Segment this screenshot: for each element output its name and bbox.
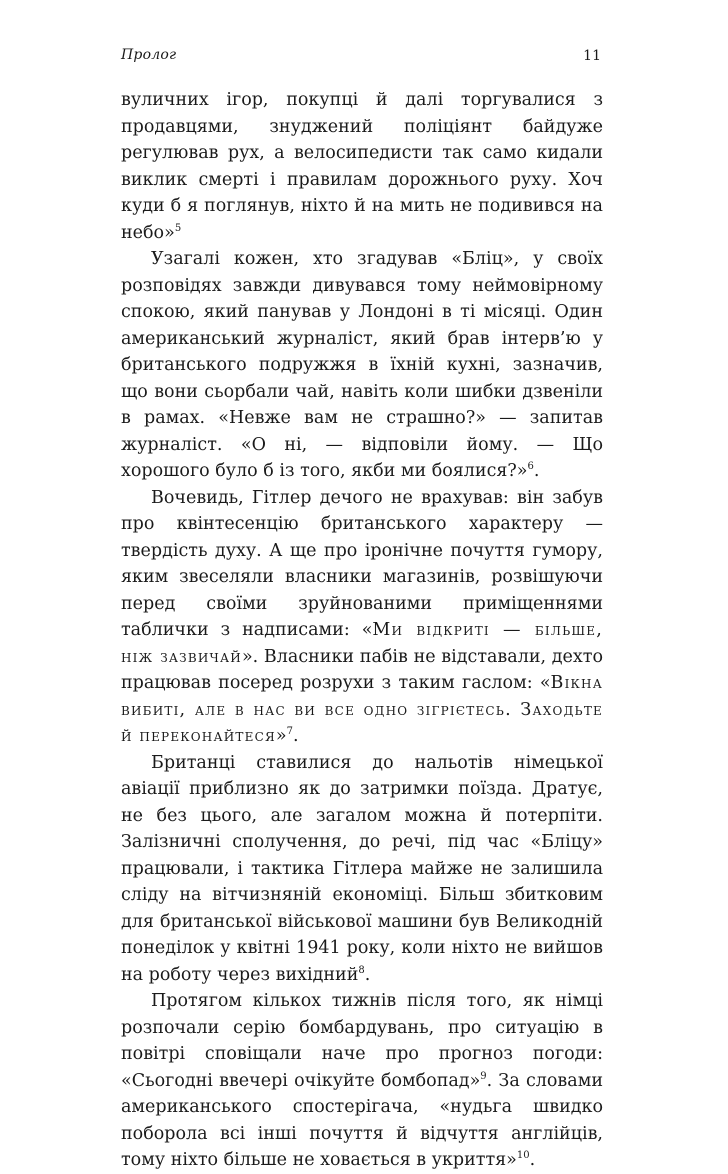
paragraph-text: Узагалі кожен, хто згадував «Бліц», у своїх розповідях завжди дивувався тому неймовірному спокою, який панував у Лондоні в ті місяці. Один американський журналіст, який брав інтерв’ю у британського подружжя в їхній кухні, зазначив, що вони сьорбали чай, навіть коли шибки дзвеніли в рамах. «Невже вам не страшно?» — запитав журналіст. «О ні, — відповіли йому. — Що хорошого було б із того, якби ми боялися?»: [121, 249, 603, 481]
footnote-ref: 9: [480, 1070, 487, 1082]
paragraph-text: Британці ставилися до нальотів німецької авіації приблизно як до затримки поїзда. Дратує, не без цього, але загалом можна й потерпіти. Залізничні сполучення, до речі, під час «Бліцу» працювали, і тактика Гітлера майже не залишила сліду на вітчизняній економіці. Більш збитковим для британської військової машини був Великодній понеділок у квітні 1941 року, коли ніхто не вийшов на роботу через вихідний: [121, 752, 603, 985]
paragraph-end: .: [529, 1150, 536, 1170]
footnote-ref: 8: [358, 964, 365, 976]
paragraph-text: . За словами американського спостерігача, «нудьга швидко поборола всі інші почуття й відчуття англійців, тому ніхто більше не ховається в укриття»: [121, 1070, 603, 1170]
running-head: Пролог: [121, 47, 177, 63]
paragraph-end: .: [292, 726, 299, 746]
paragraph-3: [121, 485, 603, 750]
paragraph-2: [121, 246, 603, 485]
footnote-ref: 6: [527, 461, 534, 472]
sign-text-shop: Ми відкриті — більше, ніж зазвичай: [121, 620, 603, 667]
paragraph-4: [121, 750, 603, 989]
paragraph-end: .: [364, 964, 371, 985]
paragraph-text: Протягом кількох тижнів після того, як німці розпочали серію бомбардувань, про ситуацію в повітрі сповіщали наче про прогноз погоди: «Сьогодні ввечері очікуйте бомбопад»: [121, 991, 603, 1091]
footnote-ref: 5: [174, 222, 182, 234]
paragraph-1: [121, 87, 603, 246]
sign-text-pub: Вікна вибиті, але в нас ви все одно зігрієтесь. Заходьте й переконайтеся: [121, 673, 603, 746]
paragraph-5: [121, 988, 603, 1174]
paragraph-end: .: [533, 461, 540, 481]
paragraph-text: ». Власники пабів не відставали, дехто працював посеред розрухи з таким гаслом: «: [121, 646, 603, 693]
body-text: [121, 87, 603, 1174]
paragraph-text: Вочевидь, Гітлер дечого не врахував: він забув про квінтесенцію британського характеру — твердість духу. А ще про іронічне почуття гумору, яким звеселяли власники магазинів, розвішуючи перед своїми зруйнованими приміщеннями таблички з надписами: «: [121, 487, 603, 640]
paragraph-text: вуличних ігор, покупці й далі торгувалися з продавцями, знуджений поліціянт байдуже регулював рух, а велосипедисти так само кидали виклик смерті і правилам дорожнього руху. Хоч куди б я поглянув, ніхто й на мить не подивився на небо»: [121, 90, 603, 243]
page-number: 11: [583, 48, 601, 64]
footnote-ref: 7: [286, 726, 293, 737]
paragraph-text: »: [275, 726, 287, 746]
footnote-ref: 10: [516, 1150, 530, 1161]
